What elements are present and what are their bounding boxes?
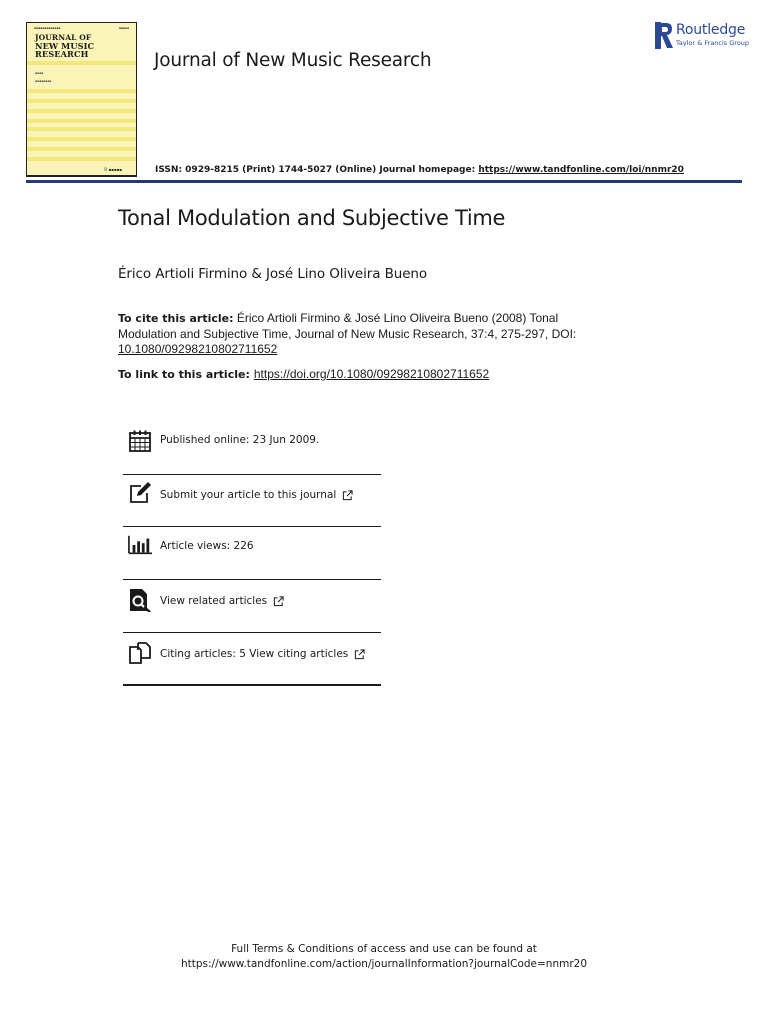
journal-name: Journal of New Music Research xyxy=(154,50,432,71)
cover-small-text: ▪▪▪▪▪ xyxy=(118,26,129,30)
published-online-text xyxy=(160,434,319,446)
calendar-icon xyxy=(128,429,152,453)
published-online-label: Published online: 23 Jun 2009. xyxy=(160,434,320,446)
citing-articles-label: Citing articles: 5 View citing articles xyxy=(160,648,349,660)
cover-title xyxy=(35,34,135,58)
submit-article-row[interactable] xyxy=(123,475,381,528)
footer-terms xyxy=(0,942,768,972)
citation-block xyxy=(118,311,598,358)
submit-article-label: Submit your article to this journal xyxy=(160,489,337,501)
journal-homepage-link[interactable]: https://www.tandfonline.com/loi/nnmr20 xyxy=(478,165,684,175)
row-divider xyxy=(123,684,381,686)
routledge-logo-icon xyxy=(655,22,673,49)
cover-title-line: NEW MUSIC RESEARCH xyxy=(35,41,95,59)
cover-stripe xyxy=(27,119,136,123)
cover-small-text: ▪▪▪▪▪▪▪▪▪▪▪▪▪ xyxy=(34,26,61,30)
cover-stripe xyxy=(27,157,136,161)
cite-doi-link[interactable]: 10.1080/09298210802711652 xyxy=(118,342,278,356)
article-doi-link[interactable]: https://doi.org/10.1080/09298210802711652 xyxy=(253,367,490,381)
article-views-row xyxy=(123,527,381,580)
related-articles-link[interactable] xyxy=(160,595,284,607)
cover-small-text: ▪▪▪▪▪▪▪▪ xyxy=(35,79,52,83)
article-title: Tonal Modulation and Subjective Time xyxy=(118,206,506,230)
related-articles-row[interactable] xyxy=(123,580,381,633)
cover-stripe xyxy=(27,147,136,151)
issn-text: ISSN: 0929-8215 (Print) 1744-5027 (Online) Journal homepage: xyxy=(155,165,479,175)
article-views-text xyxy=(160,540,254,552)
link-label: To link to this article: xyxy=(118,368,250,381)
published-online-row xyxy=(123,425,381,478)
cover-title-line: JOURNAL OF xyxy=(35,33,92,42)
article-views-label: Article views: 226 xyxy=(160,540,254,552)
citing-articles-icon xyxy=(128,641,152,665)
cite-text: Érico Artioli Firmino & José Lino Oliveira Bueno (2008) Tonal Modulation and Subjective Time, Journal of New Music Research, 37:4, 275-297, DOI: xyxy=(118,311,577,341)
cover-stripe xyxy=(27,99,136,103)
cover-underline xyxy=(26,176,137,177)
external-link-icon xyxy=(342,490,353,501)
edit-icon xyxy=(128,481,152,505)
citing-articles-row[interactable] xyxy=(123,633,381,686)
journal-cover-image xyxy=(26,22,137,176)
cover-stripe xyxy=(27,127,136,131)
cover-stripe xyxy=(27,137,136,141)
cover-small-text: ▪▪▪▪ xyxy=(35,71,44,75)
footer-line: Full Terms & Conditions of access and use can be found at xyxy=(231,943,537,955)
footer-terms-link[interactable]: https://www.tandfonline.com/action/journalInformation?journalCode=nnmr20 xyxy=(180,958,588,970)
citing-articles-link[interactable] xyxy=(160,648,365,660)
article-link-line xyxy=(118,367,489,381)
submit-article-link[interactable] xyxy=(160,489,353,501)
cite-label: To cite this article: xyxy=(118,312,234,325)
article-authors: Érico Artioli Firmino & José Lino Oliveira Bueno xyxy=(118,266,428,282)
issn-line xyxy=(155,165,684,175)
external-link-icon xyxy=(273,596,284,607)
cover-publisher-logo: Ɍ ▪▪▪▪▪ xyxy=(104,167,122,172)
bar-chart-icon xyxy=(128,533,152,557)
related-articles-label: View related articles xyxy=(160,595,268,607)
header-rule xyxy=(26,180,742,183)
search-document-icon xyxy=(128,588,152,612)
publisher-subtitle: Taylor & Francis Group xyxy=(676,39,750,47)
cover-stripe xyxy=(27,61,136,65)
publisher-name: Routledge xyxy=(676,22,746,38)
cover-stripe xyxy=(27,89,136,93)
external-link-icon xyxy=(354,649,365,660)
cover-stripe xyxy=(27,109,136,113)
